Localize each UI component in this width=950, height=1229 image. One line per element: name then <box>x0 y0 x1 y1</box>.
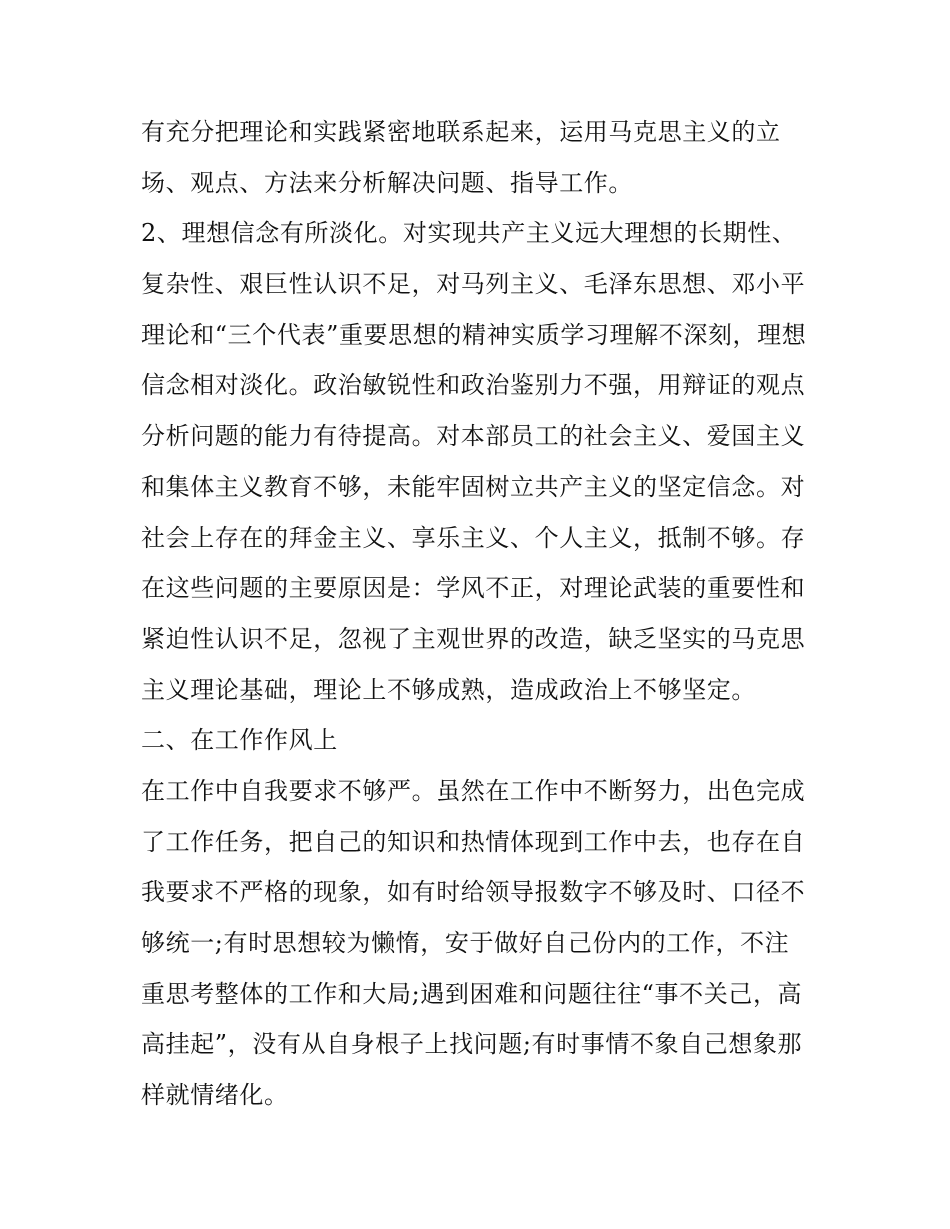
section-heading: 二、在工作作风上 <box>141 726 338 755</box>
text-line: 了工作任务，把自己的知识和热情体现到工作中去，也存在自 <box>141 827 806 856</box>
text-line: 场、观点、方法来分析解决问题、指导工作。 <box>141 168 633 197</box>
text-line: 和集体主义教育不够，未能牢固树立共产主义的坚定信念。对 <box>141 472 806 501</box>
text-line: 有充分把理论和实践紧密地联系起来，运用马克思主义的立 <box>141 118 781 146</box>
text-line: 主义理论基础，理论上不够成熟，造成政治上不够坚定。 <box>141 675 756 704</box>
text-line: 社会上存在的拜金主义、享乐主义、个人主义，抵制不够。存 <box>141 523 806 552</box>
text-line: 紧迫性认识不足，忽视了主观世界的改造，缺乏坚实的马克思 <box>141 624 806 653</box>
text-line: 够统一;有时思想较为懒惰，安于做好自己份内的工作，不注 <box>141 929 790 957</box>
body-text <box>141 107 821 1121</box>
text-line: 在工作中自我要求不够严。虽然在工作中不断努力，出色完成 <box>141 776 806 805</box>
text-line: 分析问题的能力有待提高。对本部员工的社会主义、爱国主义 <box>141 422 806 451</box>
text-line: 在这些问题的主要原因是：学风不正，对理论武装的重要性和 <box>141 574 806 603</box>
text-line: 理论和“三个代表”重要思想的精神实质学习理解不深刻，理想 <box>141 320 807 349</box>
text-line: 样就情绪化。 <box>141 1081 289 1110</box>
text-line: 我要求不严格的现象，如有时给领导报数字不够及时、口径不 <box>141 878 806 907</box>
text-line: 信念相对淡化。政治敏锐性和政治鉴别力不强，用辩证的观点 <box>141 371 806 400</box>
text-line: 重思考整体的工作和大局;遇到困难和问题往往“事不关己，高 <box>141 979 803 1008</box>
text-line: 高挂起”，没有从自身根子上找问题;有时事情不象自己想象那 <box>141 1030 803 1059</box>
text-line: 复杂性、艰巨性认识不足，对马列主义、毛泽东思想、邓小平 <box>141 270 806 299</box>
text-line: 2、理想信念有所淡化。对实现共产主义远大理想的长期性、 <box>141 219 797 248</box>
